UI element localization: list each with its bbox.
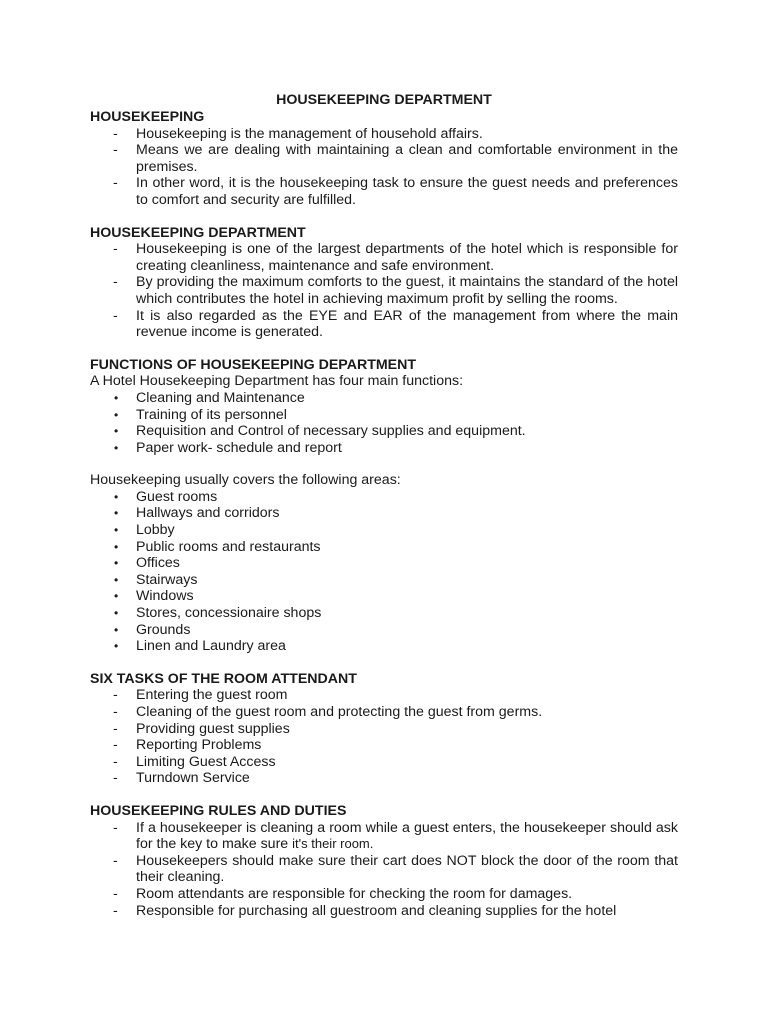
list-item-text: If a housekeeper is cleaning a room while a guest enters, the housekeeper should ask for the key to make sure	[136, 819, 678, 853]
section-intro: Housekeeping usually covers the following areas:	[90, 472, 401, 489]
list-item-text: Paper work- schedule and report	[136, 439, 342, 456]
spacer	[90, 456, 678, 472]
list-item	[90, 572, 678, 589]
list-item-text: Public rooms and restaurants	[136, 538, 321, 555]
list-item	[90, 308, 678, 341]
list-item-text: Stairways	[136, 571, 198, 588]
spacer	[90, 655, 678, 671]
bullet-marker: •	[114, 622, 119, 637]
list-item	[90, 175, 678, 208]
bullet-marker: •	[114, 639, 119, 654]
spacer	[90, 341, 678, 357]
dash-marker: -	[113, 753, 118, 770]
document-title: HOUSEKEEPING DEPARTMENT	[276, 92, 492, 108]
list-item	[90, 423, 678, 440]
list-item-text: Housekeeping is one of the largest departments of the hotel which is responsible for creating cleanliness, maintenance and safe environment.	[136, 241, 678, 274]
dash-marker: -	[113, 737, 118, 754]
section-rules-duties	[90, 803, 678, 919]
list-item	[90, 903, 678, 920]
list-item	[90, 721, 678, 738]
dash-list	[90, 126, 678, 209]
dash-marker: -	[113, 307, 118, 324]
list-item-text: Entering the guest room	[136, 687, 288, 704]
spacer	[90, 787, 678, 803]
bullet-marker: •	[114, 606, 119, 621]
bullet-marker: •	[114, 390, 119, 405]
list-item-text: Housekeeping is the management of household affairs.	[136, 125, 483, 142]
list-item	[90, 555, 678, 572]
dash-marker: -	[113, 274, 118, 291]
list-item-text: Hallways and corridors	[136, 505, 280, 522]
section-intro: A Hotel Housekeeping Department has four main functions:	[90, 373, 464, 390]
dash-marker: -	[113, 687, 118, 704]
bullet-marker: •	[114, 407, 119, 422]
dash-list	[90, 241, 678, 341]
list-item-text: Requisition and Control of necessary supplies and equipment.	[136, 423, 526, 440]
list-item-text: Reporting Problems	[136, 737, 262, 754]
list-item-text: Means we are dealing with maintaining a clean and comfortable environment in the premises.	[136, 142, 678, 175]
bullet-marker: •	[114, 572, 119, 587]
section-heading: SIX TASKS OF THE ROOM ATTENDANT	[90, 670, 357, 687]
list-item	[90, 522, 678, 539]
list-item	[90, 505, 678, 522]
spacer	[90, 209, 678, 225]
bullet-marker: •	[114, 489, 119, 504]
list-item-text-tail: it's their room.	[292, 836, 374, 852]
list-item-text: Cleaning and Maintenance	[136, 389, 305, 406]
bullet-marker: •	[114, 440, 119, 455]
list-item-text: Training of its personnel	[136, 406, 287, 423]
dash-marker: -	[113, 142, 118, 159]
list-item-text: Windows	[136, 588, 194, 605]
list-item-text: It is also regarded as the EYE and EAR of the management from where the main revenue income is generated.	[136, 307, 678, 341]
dash-marker: -	[113, 852, 118, 869]
list-item	[90, 126, 678, 143]
list-item	[90, 390, 678, 407]
list-item-text: Responsible for purchasing all guestroom and cleaning supplies for the hotel	[136, 902, 617, 919]
bullet-marker: •	[114, 424, 119, 439]
list-item	[90, 704, 678, 721]
section-housekeeping-department	[90, 225, 678, 341]
list-item	[90, 274, 678, 307]
list-item	[90, 886, 678, 903]
list-item-text: Linen and Laundry area	[136, 638, 286, 655]
dash-marker: -	[113, 175, 118, 192]
dash-list	[90, 820, 678, 920]
list-item-text: Turndown Service	[136, 770, 250, 787]
bullet-marker: •	[114, 506, 119, 521]
dash-marker: -	[113, 885, 118, 902]
list-item	[90, 770, 678, 787]
list-item	[90, 820, 678, 853]
list-item-text: Housekeepers should make sure their cart does NOT block the door of the room that their cleaning.	[136, 852, 678, 886]
list-item	[90, 605, 678, 622]
list-item-text: Limiting Guest Access	[136, 753, 276, 770]
list-item	[90, 754, 678, 771]
list-item-text: Lobby	[136, 522, 175, 539]
dash-marker: -	[113, 770, 118, 787]
list-item-text: Providing guest supplies	[136, 720, 290, 737]
section-areas	[90, 472, 678, 655]
section-six-tasks	[90, 671, 678, 787]
section-heading: FUNCTIONS OF HOUSEKEEPING DEPARTMENT	[90, 356, 417, 373]
list-item	[90, 539, 678, 556]
list-item	[90, 687, 678, 704]
dash-marker: -	[113, 819, 118, 836]
section-housekeeping	[90, 109, 678, 209]
list-item	[90, 489, 678, 506]
section-heading: HOUSEKEEPING DEPARTMENT	[90, 224, 306, 241]
dash-marker: -	[113, 704, 118, 720]
list-item	[90, 241, 678, 274]
dash-marker: -	[113, 125, 118, 142]
dash-list	[90, 687, 678, 787]
list-item	[90, 588, 678, 605]
section-functions	[90, 357, 678, 457]
bullet-list	[90, 489, 678, 655]
list-item	[90, 440, 678, 457]
list-item-text: In other word, it is the housekeeping task to ensure the guest needs and preferences to comfort and security are fulfilled.	[136, 175, 678, 208]
list-item-text: Stores, concessionaire shops	[136, 605, 322, 622]
list-item-text: Offices	[136, 555, 180, 572]
bullet-marker: •	[114, 556, 119, 571]
document-page	[90, 92, 678, 919]
list-item	[90, 622, 678, 639]
list-item	[90, 407, 678, 424]
dash-marker: -	[113, 902, 118, 919]
section-heading: HOUSEKEEPING	[90, 109, 205, 125]
list-item-text: Grounds	[136, 621, 191, 638]
section-heading: HOUSEKEEPING RULES AND DUTIES	[90, 802, 347, 819]
list-item-text: Guest rooms	[136, 488, 218, 505]
list-item	[90, 638, 678, 655]
list-item-text: By providing the maximum comforts to the guest, it maintains the standard of the hotel which contributes the hotel in achieving maximum profit by selling the rooms.	[136, 274, 678, 307]
dash-marker: -	[113, 241, 118, 258]
bullet-marker: •	[114, 539, 119, 554]
dash-marker: -	[113, 720, 118, 737]
bullet-marker: •	[114, 589, 119, 604]
bullet-marker: •	[114, 523, 119, 538]
list-item-text: Cleaning of the guest room and protecting the guest from germs.	[136, 704, 543, 720]
list-item	[90, 737, 678, 754]
list-item	[90, 853, 678, 886]
bullet-list	[90, 390, 678, 456]
list-item	[90, 142, 678, 175]
list-item-text: Room attendants are responsible for checking the room for damages.	[136, 885, 573, 902]
